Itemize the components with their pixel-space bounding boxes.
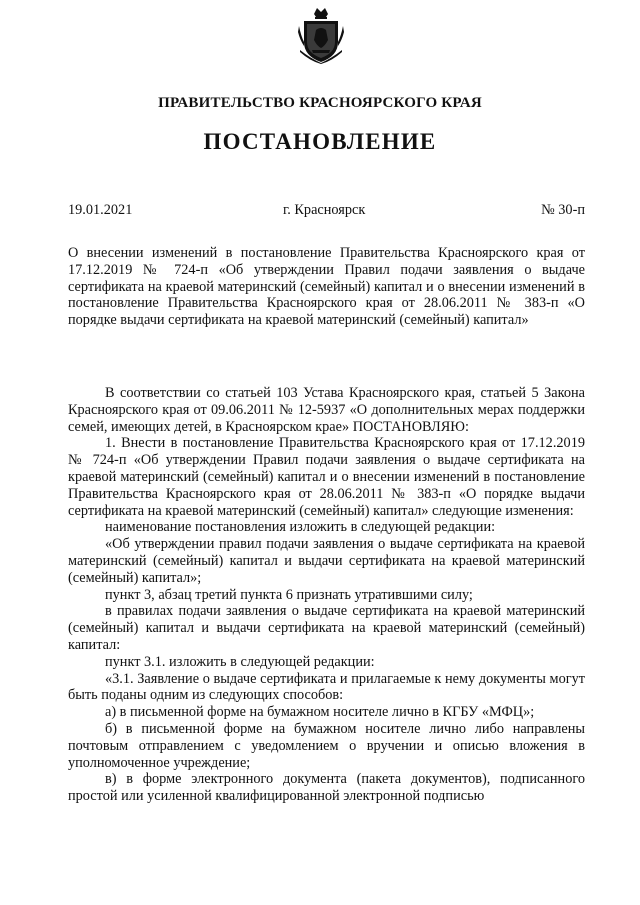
paragraph: «Об утверждении правил подачи заявления о выдаче сертификата на краевой материнский (семейный) капитал и выдачи сертификата на краевой материнский (семейный) капитал»; [68, 536, 585, 586]
paragraph: наименование постановления изложить в следующей редакции: [105, 519, 496, 536]
paragraph: пункт 3, абзац третий пункта 6 признать утратившими силу; [105, 586, 473, 603]
paragraph: В соответствии со статьей 103 Устава Красноярского края, статьей 5 Закона Красноярского края от 09.06.2011 № 12-5937 «О дополнительных мерах поддержки семей, имеющих детей, в Красноярском крае» ПОСТАНОВЛЯЮ: [68, 385, 585, 435]
paragraph: пункт 3.1. изложить в следующей редакции: [105, 653, 375, 670]
paragraph: 1. Внести в постановление Правительства Красноярского края от 17.12.2019 № 724-п «Об утверждении Правил подачи заявления о выдаче сертификата на краевой материнский (семейный) капитал и о внесении изменений в постановление Правительства Красноярского края от 28.06.2011 № 383-п «О порядке выдачи сертификата на краевой материнский (семейный) капитал» следующие изменения: [68, 435, 585, 519]
decree-body [68, 385, 585, 805]
paragraph: «3.1. Заявление о выдаче сертификата и прилагаемые к нему документы могут быть поданы одним из следующих способов: [68, 670, 585, 704]
coat-of-arms-icon [298, 6, 344, 64]
document-type-title: ПОСТАНОВЛЕНИЕ [203, 129, 437, 154]
decree-number: № 30-п [541, 202, 585, 218]
paragraph: а) в письменной форме на бумажном носителе лично в КГБУ «МФЦ»; [105, 704, 535, 721]
decree-date: 19.01.2021 [68, 202, 133, 218]
government-name: ПРАВИТЕЛЬСТВО КРАСНОЯРСКОГО КРАЯ [158, 95, 482, 111]
decree-subject: О внесении изменений в постановление Правительства Красноярского края от 17.12.2019 № 724-п «Об утверждении Правил подачи заявления о выдаче сертификата на краевой материнский (семейный) капитал и о внесении изменений в постановление Правительства Красноярского края от 28.06.2011 № 383-п «О порядке выдачи сертификата на краевой материнский (семейный) капитал» [68, 245, 585, 329]
paragraph: в) в форме электронного документа (пакета документов), подписанного простой или усиленной квалифицированной электронной подписью [68, 771, 585, 805]
decree-city: г. Красноярск [283, 202, 366, 218]
paragraph: в правилах подачи заявления о выдаче сертификата на краевой материнский (семейный) капитал и выдачи сертификата на краевой материнский (семейный) капитал: [68, 603, 585, 653]
paragraph: б) в письменной форме на бумажном носителе лично либо направлены почтовым отправлением с уведомлением о вручении и описью вложения в уполномоченное учреждение; [68, 720, 585, 771]
